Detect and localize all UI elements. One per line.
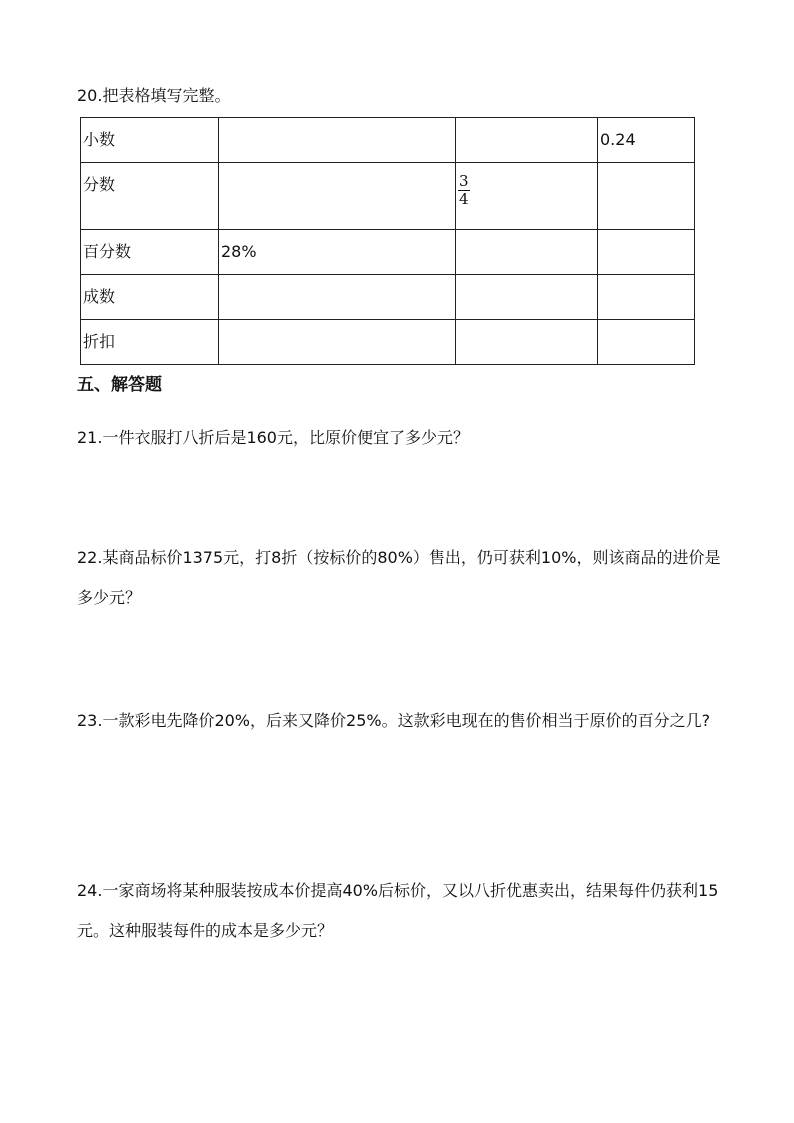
table-row [81, 163, 695, 230]
table-cell [456, 320, 598, 365]
fraction-numerator: 3 [459, 172, 469, 190]
row-label-percent: 百分数 [81, 230, 219, 275]
table-cell: 28% [219, 230, 456, 275]
table-row [81, 320, 695, 365]
table-cell [598, 275, 695, 320]
table-cell [456, 275, 598, 320]
question-21: 21.一件衣服打八折后是160元，比原价便宜了多少元？ [77, 428, 469, 447]
table-cell [219, 275, 456, 320]
table-cell [598, 163, 695, 230]
question-23: 23.一款彩电先降价20%，后来又降价25%。这款彩电现在的售价相当于原价的百分之几? [77, 711, 711, 730]
row-label-discount: 折扣 [81, 320, 219, 365]
table-cell [598, 320, 695, 365]
row-label-tenths: 成数 [81, 275, 219, 320]
question-20-title: 20.把表格填写完整。 [77, 86, 231, 105]
table-cell [219, 163, 456, 230]
table-cell [598, 230, 695, 275]
section-title: 五、解答题 [77, 375, 162, 395]
question-24: 24.一家商场将某种服装按成本价提高40%后标价，又以八折优惠卖出，结果每件仍获利15元。这种服装每件的成本是多少元？ [77, 881, 719, 940]
table-row [81, 275, 695, 320]
table-cell [456, 118, 598, 163]
table-cell: 0.24 [598, 118, 695, 163]
question-22: 22.某商品标价1375元，打8折（按标价的80%）售出，仍可获利10%，则该商品的进价是多少元？ [77, 548, 721, 607]
table-cell [219, 320, 456, 365]
table-row [81, 118, 695, 163]
table-row [81, 230, 695, 275]
table-cell [456, 230, 598, 275]
fraction-denominator: 4 [459, 190, 469, 208]
row-label-fraction: 分数 [81, 163, 219, 230]
table-cell [219, 118, 456, 163]
row-label-decimal: 小数 [81, 118, 219, 163]
table-cell [456, 163, 598, 230]
conversion-table [80, 117, 695, 365]
fraction-three-quarters [458, 173, 470, 208]
